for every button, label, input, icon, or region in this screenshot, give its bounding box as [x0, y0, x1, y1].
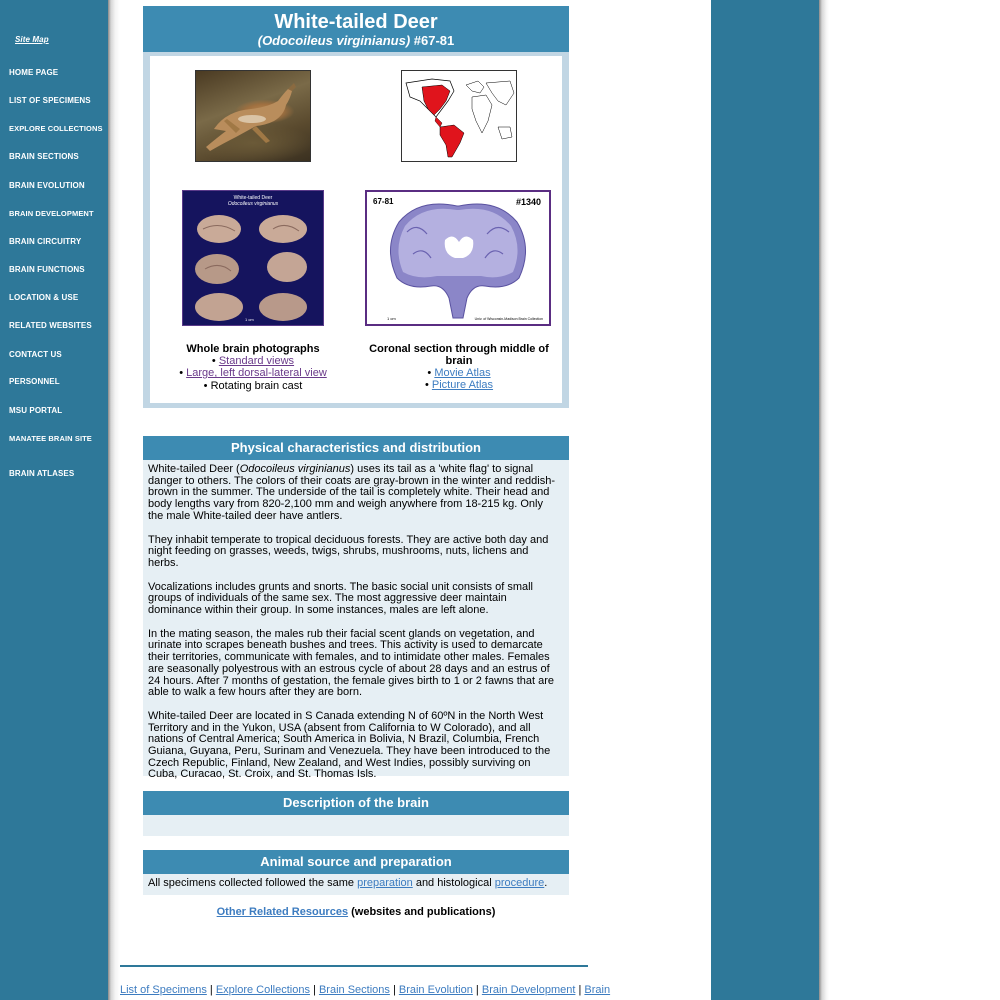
nav-brain-sections[interactable]: BRAIN SECTIONS [9, 152, 79, 161]
footer-link-brain-sections[interactable]: Brain Sections [318, 984, 390, 996]
brain-description-heading: Description of the brain [143, 791, 569, 815]
brain-views-image [183, 207, 323, 325]
nav-brain-circuitry[interactable]: BRAIN CIRCUITRY [9, 237, 82, 246]
coronal-section-heading: Coronal section through middle of brain [369, 343, 549, 367]
page-subtitle [143, 33, 569, 48]
related-resources [143, 906, 569, 918]
bullet: • [427, 367, 432, 379]
footer-link-brain-evolution[interactable]: Brain Evolution [398, 984, 473, 996]
nav-personnel[interactable]: PERSONNEL [9, 377, 60, 386]
footer-separator: | [575, 984, 585, 996]
footer-divider [120, 965, 588, 967]
coronal-section-caption [356, 343, 562, 391]
rotating-brain-cast-text: Rotating brain cast [210, 380, 303, 392]
animal-source-heading: Animal source and preparation [143, 850, 569, 874]
deer-photo[interactable] [195, 70, 311, 162]
coronal-section-image [367, 192, 549, 324]
dorsal-lateral-view-link[interactable]: Large, left dorsal-lateral view [186, 367, 327, 379]
nav-msu-portal[interactable]: MSU PORTAL [9, 406, 63, 415]
physical-paragraph-5: White-tailed Deer are located in S Canada extending N of 60ºN in the North West Territory and in the Yukon, USA (absent from California to W Colorado), and all nations of Central America; South America in Bolivia, N Brazil, Columbia, French Guiana, Guyana, Peru, Surinam and Venezuela. They have been introduced to the Czech Republic, Finland, New Zealand, and West Indies, possibly surviving on Cuba, Curacao, St. Croix, and St. Thomas Isls. [148, 709, 551, 781]
brain-photo-scale: 1 cm [245, 317, 254, 322]
site-map-link[interactable]: Site Map [15, 35, 49, 44]
animal-source-panel [143, 874, 569, 895]
specimen-id: #67-81 [413, 33, 455, 48]
picture-atlas-link[interactable]: Picture Atlas [431, 379, 494, 391]
procedure-link[interactable]: procedure [494, 877, 545, 889]
footer-separator: | [309, 984, 319, 996]
source-text-post: . [544, 877, 548, 889]
gallery-frame [143, 52, 569, 408]
bullet: • [211, 355, 216, 367]
nav-list-of-specimens[interactable]: LIST OF SPECIMENS [9, 96, 91, 105]
coronal-section-photo[interactable] [365, 190, 551, 326]
footer-separator: | [206, 984, 216, 996]
preparation-link[interactable]: preparation [357, 877, 413, 889]
physical-characteristics-heading: Physical characteristics and distribution [143, 436, 569, 460]
nav-brain-evolution[interactable]: BRAIN EVOLUTION [9, 181, 85, 190]
related-resources-suffix: (websites and publications) [348, 906, 496, 918]
footer-separator: | [389, 984, 399, 996]
brain-photo-species: Odocoileus virginianus [227, 201, 279, 207]
nav-related-websites[interactable]: RELATED WEBSITES [9, 321, 92, 330]
footer-link-brain-development[interactable]: Brain Development [481, 984, 576, 996]
physical-paragraph-1 [143, 464, 569, 523]
source-text-pre: All specimens collected followed the same [148, 877, 358, 889]
p1-scientific-name: Odocoileus virginianus [239, 463, 351, 475]
section-specimen-label: 67-81 [373, 197, 394, 206]
nav-manatee-brain-site[interactable]: MANATEE BRAIN SITE [9, 434, 92, 443]
bullet: • [424, 379, 429, 391]
brain-photo-title: White-tailed Deer [233, 195, 273, 201]
brain-photo-label [183, 195, 323, 207]
nav-brain-functions[interactable]: BRAIN FUNCTIONS [9, 265, 85, 274]
footer-nav [120, 984, 611, 996]
right-band-shadow [819, 0, 829, 1000]
nav-brain-development[interactable]: BRAIN DEVELOPMENT [9, 209, 94, 218]
footer-link-list-of-specimens[interactable]: List of Specimens [120, 984, 207, 996]
whole-brain-photo[interactable] [182, 190, 324, 326]
movie-atlas-link[interactable]: Movie Atlas [434, 367, 491, 379]
distribution-map-image [402, 71, 516, 161]
nav-brain-atlases[interactable]: BRAIN ATLASES [9, 469, 75, 478]
p1-post: ) uses its tail as a 'white flag' to signal danger to others. The colors of their coats are gray-brown in the winter and reddish-brown in the summer. The underside of the tail is completely white. Their head and body lengths vary from 820-2,100 mm and weigh anywhere from 18-215 kg. Only the male White-tailed deer have antlers. [148, 463, 556, 522]
physical-paragraph-2: They inhabit temperate to tropical deciduous forests. They are active both day and night feeding on grasses, weeds, twigs, shrubs, mushrooms, nuts, lichens and herbs. [148, 533, 549, 569]
gallery [150, 56, 562, 403]
brain-description-panel [143, 815, 569, 836]
standard-views-link[interactable]: Standard views [218, 355, 295, 367]
nav-explore-collections[interactable]: EXPLORE COLLECTIONS [9, 124, 103, 133]
nav-home-page[interactable]: HOME PAGE [9, 68, 59, 77]
physical-paragraph-3: Vocalizations includes grunts and snorts. The basic social unit consists of small groups of individuals of the same sex. The most aggressive deer maintain dominance within their group. In some instances, males are left alone. [148, 580, 533, 617]
scientific-name: (Odocoileus virginianus) [257, 33, 411, 48]
section-credit: Univ. of Wisconsin-Madison Brain Collection [474, 317, 543, 321]
sidebar-shadow [108, 0, 120, 1000]
bullet: • [203, 380, 208, 392]
left-sidebar [0, 0, 108, 1000]
whole-brain-caption [150, 343, 356, 392]
physical-characteristics-panel [143, 460, 569, 781]
page-title: White-tailed Deer [274, 11, 438, 33]
nav-location-use[interactable]: LOCATION & USE [9, 293, 79, 302]
distribution-map[interactable] [401, 70, 517, 162]
nav-contact-us[interactable]: CONTACT US [9, 350, 62, 359]
section-scale: 1 cm [387, 316, 396, 321]
section-number-label: #1340 [515, 197, 541, 207]
whole-brain-heading: Whole brain photographs [186, 343, 320, 355]
footer-link-explore-collections[interactable]: Explore Collections [215, 984, 310, 996]
species-header [143, 6, 569, 52]
deer-image [196, 71, 310, 161]
footer-separator: | [472, 984, 482, 996]
right-band [711, 0, 819, 1000]
source-text-mid: and histological [412, 877, 495, 889]
other-related-resources-link[interactable]: Other Related Resources [216, 906, 349, 918]
p1-pre: White-tailed Deer ( [148, 463, 240, 475]
bullet: • [179, 367, 184, 379]
physical-paragraph-4: In the mating season, the males rub their facial scent glands on vegetation, and urinate into scrapes beneath bushes and trees. This activity is used to demarcate their territories, communicate with females, and to intimidate other males. Females are seasonally polyestrous with an estrous cycle of about 28 days and an estrus of 24 hours. After 7 months of gestation, the female gives birth to 1 or 2 fawns that are able to walk a few hours after they are born. [148, 627, 555, 699]
footer-link-brain[interactable]: Brain [584, 984, 611, 996]
